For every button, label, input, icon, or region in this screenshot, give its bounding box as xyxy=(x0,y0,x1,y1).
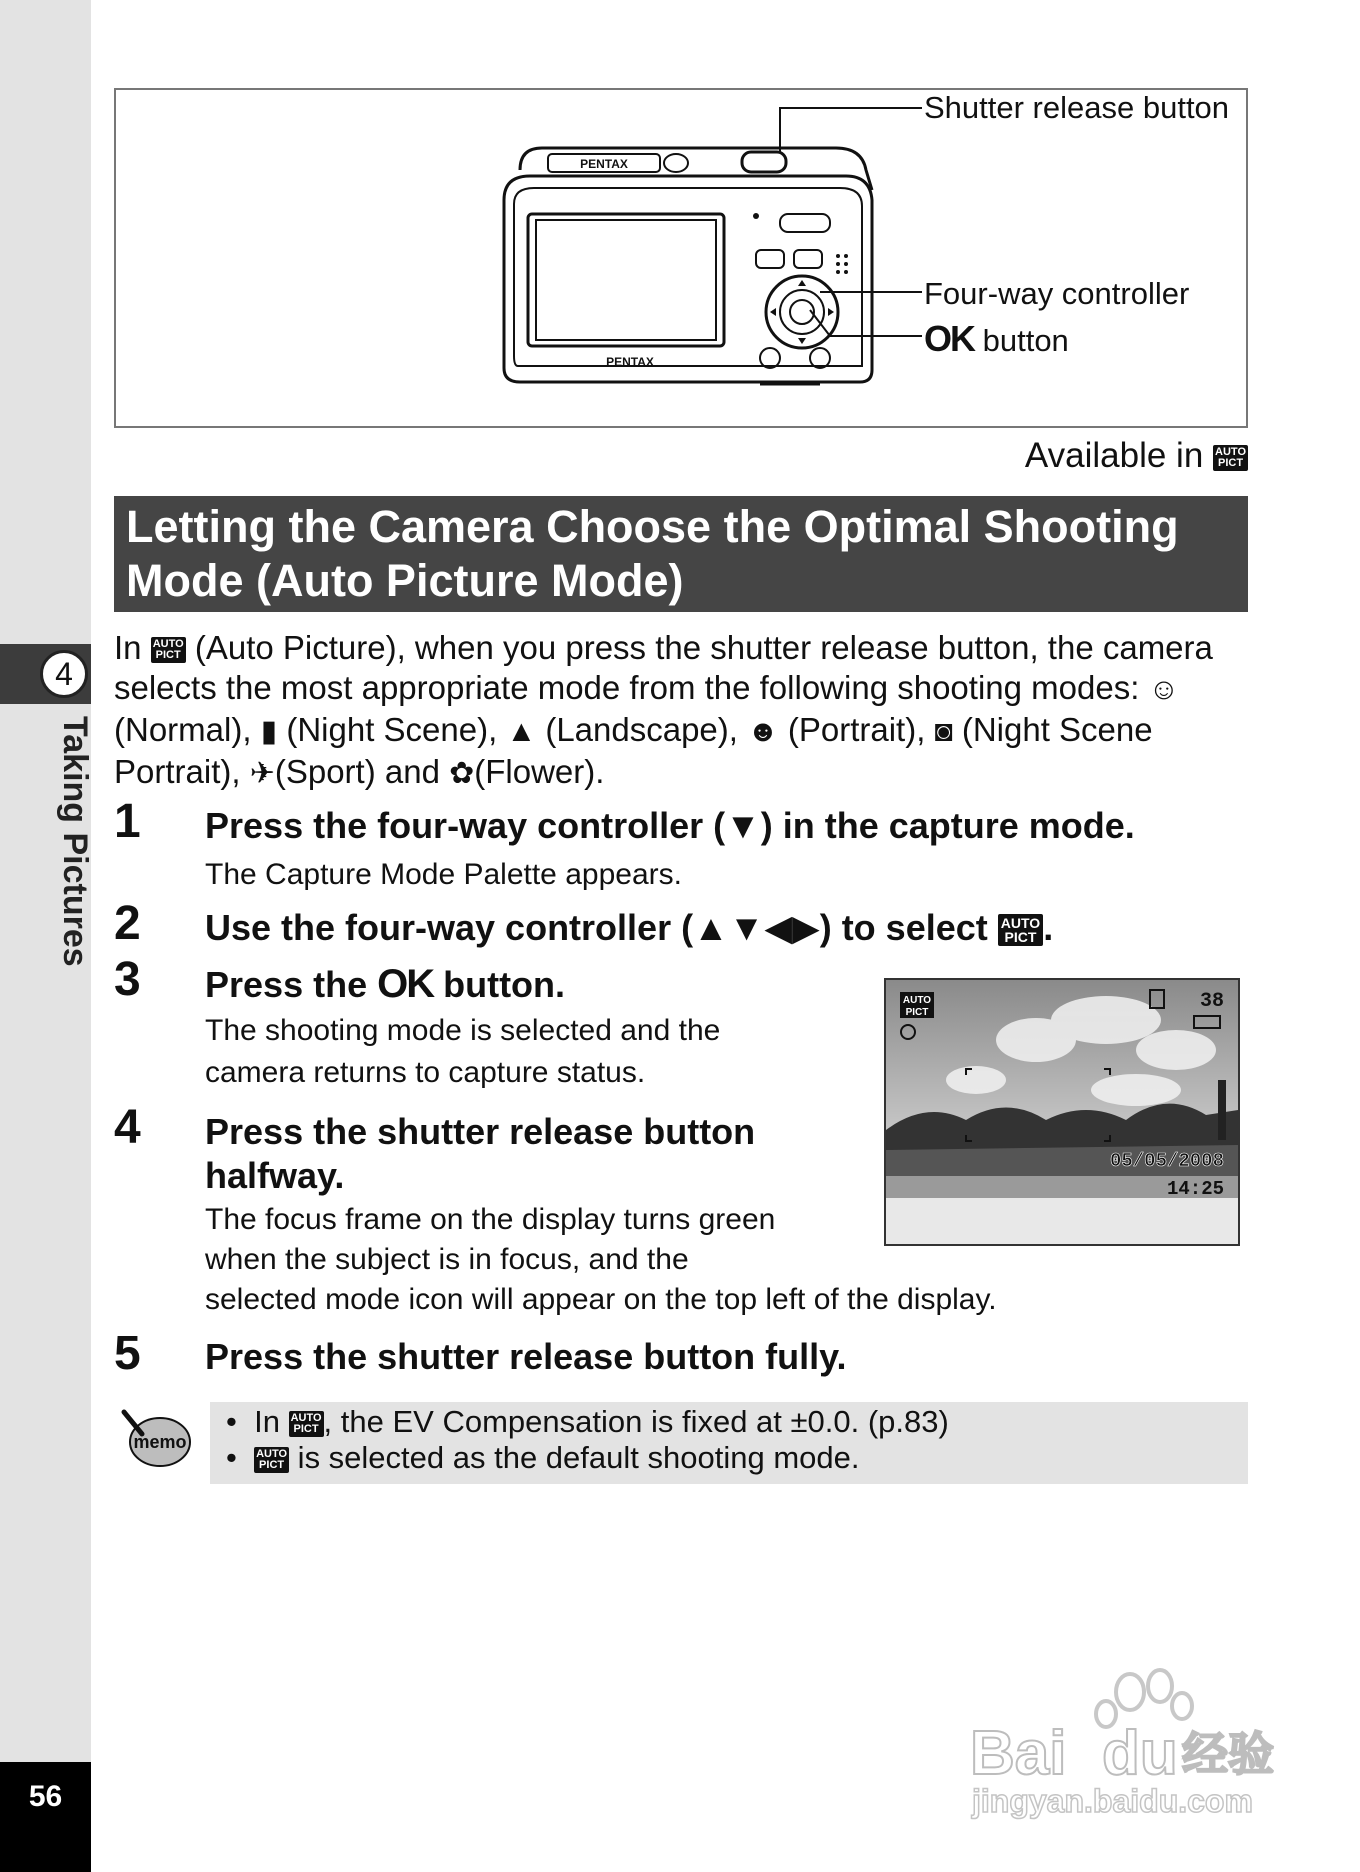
night-scene-portrait-icon: ◙ xyxy=(934,715,953,748)
svg-text:memo: memo xyxy=(133,1432,187,1452)
step-2-number: 2 xyxy=(114,897,141,950)
sport-icon: ✈ xyxy=(249,757,275,790)
ok-glyph: OK xyxy=(377,962,434,1006)
portrait-icon: ☻ xyxy=(747,715,779,748)
auto-picture-icon: AUTO PICT xyxy=(152,638,184,662)
lcd-scene xyxy=(886,980,1238,1244)
step-3-desc: The shooting mode is selected and the camera returns to capture status. xyxy=(205,1014,721,1089)
heading-line-1: Letting the Camera Choose the Optimal Shooting xyxy=(126,501,1179,552)
memo-item-2: • AUTO PICT is selected as the default shooting mode. xyxy=(226,1440,860,1475)
section-heading xyxy=(126,500,1246,608)
normal-mode-icon: ☺ xyxy=(1148,673,1180,706)
intro-paragraph: In AUTO PICT (Auto Picture), when you press the shutter release button, the camera selects the most appropriate mode from the following shooting modes: ☺ (Normal), ▮ (Night Scene), ▲ (Landscape), ☻ (Portrait), ◙ (Night Scene Portrait), ✈(Sport) and ✿(Flower). xyxy=(114,629,1213,790)
auto-picture-icon: AUTO PICT xyxy=(1215,445,1246,469)
step-3-number: 3 xyxy=(114,953,141,1006)
lcd-time: 14:25 xyxy=(1166,1178,1224,1200)
step-5-title: Press the shutter release button fully. xyxy=(205,1336,847,1377)
lcd-display-photo xyxy=(884,978,1240,1246)
flower-icon: ✿ xyxy=(449,757,475,790)
step-5-number: 5 xyxy=(114,1327,141,1380)
camera-brand-top: PENTAX xyxy=(580,157,628,171)
lcd-shots-remaining: 38 xyxy=(1199,990,1224,1013)
lcd-date: 05/05/2008 xyxy=(1109,1150,1224,1172)
auto-picture-icon: AUTO PICT xyxy=(290,1411,322,1435)
page-number: 56 xyxy=(28,1780,63,1813)
night-scene-icon: ▮ xyxy=(260,715,278,748)
landscape-icon: ▲ xyxy=(506,715,537,748)
callout-ok-label: button xyxy=(974,323,1069,358)
watermark-brand: Bai xyxy=(970,1719,1067,1788)
camera-brand-bottom: PENTAX xyxy=(606,355,654,369)
chapter-number: 4 xyxy=(40,650,88,698)
callout-four-way-controller: Four-way controller xyxy=(924,276,1190,311)
step-3-title: Press the OK button. xyxy=(205,962,566,1006)
step-2-title: Use the four-way controller (▲▼◀▶) to select AUTO PICT . xyxy=(205,907,1054,948)
lcd-mode-icon-line1: AUTO xyxy=(902,995,932,1006)
available-in-label: Available in xyxy=(1024,436,1204,475)
callout-lines xyxy=(0,0,1360,440)
callout-ok-button xyxy=(924,318,1069,360)
auto-picture-icon: AUTO PICT xyxy=(998,914,1043,946)
chapter-title: Taking Pictures xyxy=(56,716,94,967)
baidu-watermark xyxy=(960,1662,1290,1822)
ok-glyph: OK xyxy=(924,318,974,359)
step-1-title: Press the four-way controller (▼) in the capture mode. xyxy=(205,805,1135,846)
watermark-url: jingyan.baidu.com xyxy=(972,1783,1253,1819)
auto-picture-icon: AUTO PICT xyxy=(256,1447,288,1471)
callout-shutter-release: Shutter release button xyxy=(924,90,1230,125)
step-4-desc: The focus frame on the display turns green when the subject is in focus, and the selected mode icon will appear on the top left of the display. xyxy=(205,1203,997,1316)
available-in xyxy=(980,436,1248,476)
lcd-mode-icon-line2: PICT xyxy=(905,1007,929,1018)
step-4-number: 4 xyxy=(114,1101,141,1154)
watermark-brand-du: du xyxy=(1102,1719,1178,1788)
memo-item-1: • In AUTO PICT , the EV Compensation is fixed at ±0.0. (p.83) xyxy=(226,1404,949,1439)
page-number-box xyxy=(0,1762,91,1872)
step-1-desc: The Capture Mode Palette appears. xyxy=(205,858,682,891)
step-1-number: 1 xyxy=(114,795,141,848)
memo-icon xyxy=(118,1406,194,1472)
step-4-title: Press the shutter release button halfway. xyxy=(205,1111,756,1196)
watermark-cn: 经验 xyxy=(1182,1727,1274,1781)
heading-line-2: Mode (Auto Picture Mode) xyxy=(126,555,684,606)
